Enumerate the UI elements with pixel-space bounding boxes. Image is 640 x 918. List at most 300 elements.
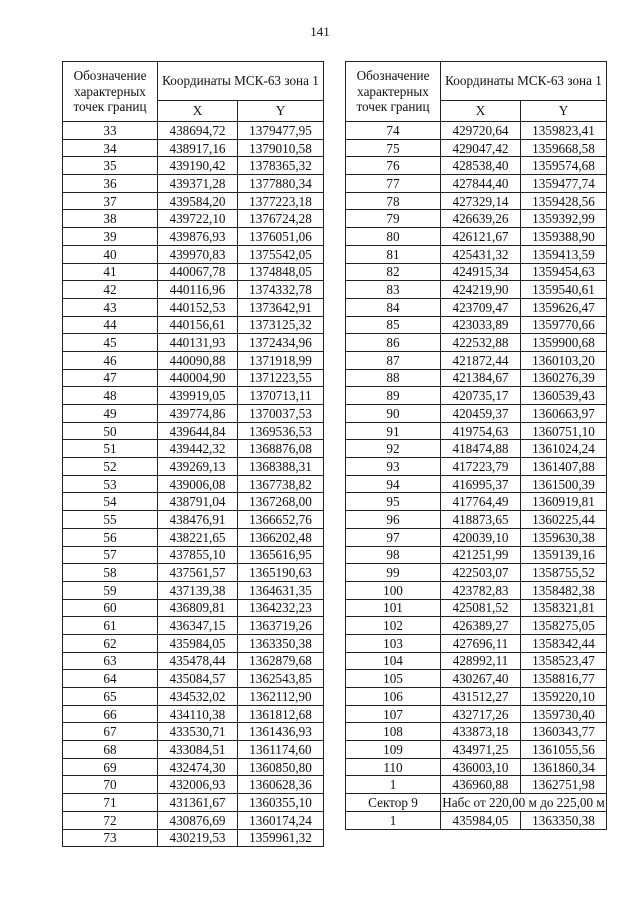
y-coordinate-cell: 1379010,58 [238, 139, 324, 157]
x-coordinate-cell: 430267,40 [441, 670, 521, 688]
table-row [346, 334, 607, 352]
y-coordinate-cell: 1371918,99 [238, 351, 324, 369]
point-number-cell: 33 [63, 122, 158, 140]
x-coordinate-cell: 425431,32 [441, 245, 521, 263]
y-coordinate-cell: 1376724,28 [238, 210, 324, 228]
table-row [63, 811, 324, 829]
point-number-cell: 75 [346, 139, 441, 157]
point-number-cell: 42 [63, 281, 158, 299]
x-coordinate-cell: 436809,81 [158, 599, 238, 617]
x-coordinate-cell: 436347,15 [158, 617, 238, 635]
x-coordinate-cell: 439584,20 [158, 192, 238, 210]
x-coordinate-cell: 427329,14 [441, 192, 521, 210]
x-coordinate-cell: 424219,90 [441, 281, 521, 299]
table-row [63, 493, 324, 511]
table-row [63, 422, 324, 440]
x-coordinate-cell: 424915,34 [441, 263, 521, 281]
point-number-cell: 84 [346, 298, 441, 316]
table-row [63, 122, 324, 140]
table-row [346, 705, 607, 723]
table-row [346, 528, 607, 546]
point-number-cell: 86 [346, 334, 441, 352]
x-coordinate-cell: 421384,67 [441, 369, 521, 387]
x-coordinate-cell: 439442,32 [158, 440, 238, 458]
y-coordinate-cell: 1371223,55 [238, 369, 324, 387]
point-number-cell: 65 [63, 688, 158, 706]
x-coordinate-cell: 430219,53 [158, 829, 238, 847]
point-number-cell: 94 [346, 475, 441, 493]
y-coordinate-cell: 1361436,93 [238, 723, 324, 741]
point-number-cell: 87 [346, 351, 441, 369]
x-coordinate-cell: 420735,17 [441, 387, 521, 405]
x-coordinate-cell: 426639,26 [441, 210, 521, 228]
point-number-cell: 39 [63, 228, 158, 246]
point-number-cell: 66 [63, 705, 158, 723]
x-coordinate-cell: 419754,63 [441, 422, 521, 440]
x-coordinate-cell: 439644,84 [158, 422, 238, 440]
table-row [346, 811, 607, 829]
point-number-cell: 108 [346, 723, 441, 741]
y-coordinate-cell: 1377880,34 [238, 175, 324, 193]
x-coordinate-cell: 434532,02 [158, 688, 238, 706]
y-coordinate-cell: 1359220,10 [521, 688, 607, 706]
x-coordinate-cell: 428538,40 [441, 157, 521, 175]
point-number-cell: 50 [63, 422, 158, 440]
coordinates-table-left [62, 61, 324, 847]
point-number-cell: 107 [346, 705, 441, 723]
x-coordinate-cell: 423782,83 [441, 581, 521, 599]
table-row [63, 670, 324, 688]
x-coordinate-cell: 440116,96 [158, 281, 238, 299]
y-coordinate-cell: 1368876,08 [238, 440, 324, 458]
point-number-cell: 69 [63, 758, 158, 776]
x-coordinate-cell: 440131,93 [158, 334, 238, 352]
y-coordinate-cell: 1362112,90 [238, 688, 324, 706]
x-coordinate-cell: 438221,65 [158, 528, 238, 546]
x-coordinate-cell: 439970,83 [158, 245, 238, 263]
table-row [63, 210, 324, 228]
table-row [63, 334, 324, 352]
table-row [346, 776, 607, 794]
y-coordinate-cell: 1363719,26 [238, 617, 324, 635]
x-coordinate-cell: 433084,51 [158, 741, 238, 759]
y-coordinate-cell: 1376051,06 [238, 228, 324, 246]
point-number-cell: 85 [346, 316, 441, 334]
x-coordinate-cell: 439774,86 [158, 405, 238, 423]
x-coordinate-cell: 440156,61 [158, 316, 238, 334]
y-coordinate-cell: 1366652,76 [238, 511, 324, 529]
point-number-cell: 91 [346, 422, 441, 440]
x-coordinate-cell: 425081,52 [441, 599, 521, 617]
y-coordinate-cell: 1373125,32 [238, 316, 324, 334]
table-row [346, 210, 607, 228]
table-row [346, 564, 607, 582]
y-coordinate-cell: 1359961,32 [238, 829, 324, 847]
y-coordinate-cell: 1359413,59 [521, 245, 607, 263]
table-row [63, 776, 324, 794]
x-coordinate-cell: 436003,10 [441, 758, 521, 776]
x-coordinate-cell: 433530,71 [158, 723, 238, 741]
point-number-cell: 63 [63, 652, 158, 670]
y-coordinate-cell: 1363350,38 [521, 811, 607, 829]
x-coordinate-cell: 417223,79 [441, 458, 521, 476]
table-row [346, 723, 607, 741]
x-coordinate-cell: 439876,93 [158, 228, 238, 246]
x-coordinate-cell: 438476,91 [158, 511, 238, 529]
x-coordinate-cell: 437561,57 [158, 564, 238, 582]
x-coordinate-cell: 423709,47 [441, 298, 521, 316]
table-row [63, 688, 324, 706]
table-row [63, 741, 324, 759]
x-coordinate-cell: 426389,27 [441, 617, 521, 635]
x-coordinate-cell: 439190,42 [158, 157, 238, 175]
y-coordinate-cell: 1362543,85 [238, 670, 324, 688]
y-coordinate-cell: 1358275,05 [521, 617, 607, 635]
y-coordinate-cell: 1358482,38 [521, 581, 607, 599]
point-number-cell: 73 [63, 829, 158, 847]
point-number-cell: 55 [63, 511, 158, 529]
point-number-cell: 96 [346, 511, 441, 529]
table-row [346, 617, 607, 635]
y-coordinate-cell: 1375542,05 [238, 245, 324, 263]
x-coordinate-cell: 433873,18 [441, 723, 521, 741]
y-coordinate-cell: 1361174,60 [238, 741, 324, 759]
y-coordinate-cell: 1361055,56 [521, 741, 607, 759]
y-coordinate-cell: 1359139,16 [521, 546, 607, 564]
table-row [63, 228, 324, 246]
x-coordinate-cell: 439371,28 [158, 175, 238, 193]
y-coordinate-cell: 1360355,10 [238, 794, 324, 812]
y-coordinate-cell: 1365616,95 [238, 546, 324, 564]
table-row [63, 458, 324, 476]
point-number-cell: 76 [346, 157, 441, 175]
table-row [346, 422, 607, 440]
table-row [346, 316, 607, 334]
sector-label: Сектор 9 [346, 794, 441, 812]
y-header: Y [238, 101, 324, 122]
y-coordinate-cell: 1360343,77 [521, 723, 607, 741]
y-coordinate-cell: 1360919,81 [521, 493, 607, 511]
point-number-cell: 68 [63, 741, 158, 759]
point-number-cell: 41 [63, 263, 158, 281]
table-row [346, 387, 607, 405]
table-row [346, 652, 607, 670]
x-coordinate-cell: 420459,37 [441, 405, 521, 423]
x-coordinate-cell: 440152,53 [158, 298, 238, 316]
x-coordinate-cell: 438791,04 [158, 493, 238, 511]
table-row [63, 794, 324, 812]
point-number-cell: 110 [346, 758, 441, 776]
point-number-cell: 35 [63, 157, 158, 175]
y-coordinate-cell: 1363350,38 [238, 634, 324, 652]
point-number-cell: 37 [63, 192, 158, 210]
y-coordinate-cell: 1364631,35 [238, 581, 324, 599]
y-coordinate-cell: 1359428,56 [521, 192, 607, 210]
table-row [63, 634, 324, 652]
x-coordinate-cell: 439269,13 [158, 458, 238, 476]
y-coordinate-cell: 1360751,10 [521, 422, 607, 440]
point-number-cell: 43 [63, 298, 158, 316]
x-coordinate-cell: 440090,88 [158, 351, 238, 369]
y-coordinate-cell: 1360276,39 [521, 369, 607, 387]
point-number-cell: 77 [346, 175, 441, 193]
x-coordinate-cell: 422532,88 [441, 334, 521, 352]
table-row [346, 405, 607, 423]
table-row [346, 546, 607, 564]
table-row [346, 263, 607, 281]
table-row [63, 263, 324, 281]
table-row [63, 298, 324, 316]
x-coordinate-cell: 429047,42 [441, 139, 521, 157]
table-row [63, 157, 324, 175]
y-coordinate-cell: 1366202,48 [238, 528, 324, 546]
table-row [63, 581, 324, 599]
x-header: X [441, 101, 521, 122]
y-coordinate-cell: 1359392,99 [521, 210, 607, 228]
y-coordinate-cell: 1359477,74 [521, 175, 607, 193]
table-row [346, 440, 607, 458]
y-coordinate-cell: 1360225,44 [521, 511, 607, 529]
table-row [63, 440, 324, 458]
point-number-cell: 59 [63, 581, 158, 599]
y-coordinate-cell: 1358816,77 [521, 670, 607, 688]
table-row [63, 281, 324, 299]
table-row [346, 493, 607, 511]
x-coordinate-cell: 416995,37 [441, 475, 521, 493]
point-number-cell: 44 [63, 316, 158, 334]
table-row [346, 281, 607, 299]
y-coordinate-cell: 1365190,63 [238, 564, 324, 582]
x-coordinate-cell: 422503,07 [441, 564, 521, 582]
table-row [346, 670, 607, 688]
point-number-cell: 95 [346, 493, 441, 511]
y-coordinate-cell: 1360663,97 [521, 405, 607, 423]
y-coordinate-cell: 1361860,34 [521, 758, 607, 776]
table-row [63, 405, 324, 423]
point-number-cell: 48 [63, 387, 158, 405]
x-coordinate-cell: 423033,89 [441, 316, 521, 334]
y-coordinate-cell: 1361812,68 [238, 705, 324, 723]
table-row [346, 298, 607, 316]
table-row [63, 528, 324, 546]
point-number-cell: 104 [346, 652, 441, 670]
table-row [346, 245, 607, 263]
point-number-cell: 109 [346, 741, 441, 759]
point-number-cell: 103 [346, 634, 441, 652]
point-number-cell: 93 [346, 458, 441, 476]
y-coordinate-cell: 1358342,44 [521, 634, 607, 652]
point-number-cell: 92 [346, 440, 441, 458]
point-number-cell: 78 [346, 192, 441, 210]
table-row [346, 139, 607, 157]
x-coordinate-cell: 440004,90 [158, 369, 238, 387]
table-row [63, 546, 324, 564]
point-number-cell: 61 [63, 617, 158, 635]
y-coordinate-cell: 1368388,31 [238, 458, 324, 476]
table-row [346, 688, 607, 706]
x-coordinate-cell: 436960,88 [441, 776, 521, 794]
y-coordinate-cell: 1359668,58 [521, 139, 607, 157]
x-coordinate-cell: 430876,69 [158, 811, 238, 829]
table-row [346, 458, 607, 476]
table-row [63, 599, 324, 617]
table-row [63, 351, 324, 369]
table-row [346, 192, 607, 210]
y-coordinate-cell: 1358755,52 [521, 564, 607, 582]
y-coordinate-cell: 1360628,36 [238, 776, 324, 794]
x-coordinate-cell: 418474,88 [441, 440, 521, 458]
point-number-cell: 36 [63, 175, 158, 193]
y-coordinate-cell: 1360539,43 [521, 387, 607, 405]
point-number-cell: 57 [63, 546, 158, 564]
point-number-cell: 60 [63, 599, 158, 617]
y-coordinate-cell: 1359626,47 [521, 298, 607, 316]
y-coordinate-cell: 1370037,53 [238, 405, 324, 423]
y-coordinate-cell: 1360850,80 [238, 758, 324, 776]
x-coordinate-cell: 439722,10 [158, 210, 238, 228]
table-row [63, 175, 324, 193]
point-number-cell: 102 [346, 617, 441, 635]
point-number-cell: 105 [346, 670, 441, 688]
y-coordinate-cell: 1370713,11 [238, 387, 324, 405]
table-row [63, 475, 324, 493]
point-number-cell: 1 [346, 776, 441, 794]
x-coordinate-cell: 435478,44 [158, 652, 238, 670]
point-number-cell: 45 [63, 334, 158, 352]
y-coordinate-cell: 1373642,91 [238, 298, 324, 316]
y-coordinate-cell: 1369536,53 [238, 422, 324, 440]
y-coordinate-cell: 1358523,47 [521, 652, 607, 670]
point-number-cell: 72 [63, 811, 158, 829]
point-number-cell: 70 [63, 776, 158, 794]
x-coordinate-cell: 439919,05 [158, 387, 238, 405]
table-row [63, 564, 324, 582]
points-header: Обозначение характерных точек границ [63, 62, 158, 122]
point-number-cell: 90 [346, 405, 441, 423]
y-coordinate-cell: 1374332,78 [238, 281, 324, 299]
table-row [346, 741, 607, 759]
table-row [63, 387, 324, 405]
point-number-cell: 46 [63, 351, 158, 369]
y-coordinate-cell: 1359823,41 [521, 122, 607, 140]
points-header: Обозначение характерных точек границ [346, 62, 441, 122]
y-coordinate-cell: 1361024,24 [521, 440, 607, 458]
x-coordinate-cell: 432717,26 [441, 705, 521, 723]
point-number-cell: 81 [346, 245, 441, 263]
y-coordinate-cell: 1367738,82 [238, 475, 324, 493]
x-coordinate-cell: 435984,05 [441, 811, 521, 829]
y-coordinate-cell: 1360174,24 [238, 811, 324, 829]
y-coordinate-cell: 1367268,00 [238, 493, 324, 511]
point-number-cell: 97 [346, 528, 441, 546]
y-coordinate-cell: 1359540,61 [521, 281, 607, 299]
x-coordinate-cell: 427696,11 [441, 634, 521, 652]
x-coordinate-cell: 431512,27 [441, 688, 521, 706]
x-coordinate-cell: 438917,16 [158, 139, 238, 157]
point-number-cell: 98 [346, 546, 441, 564]
point-number-cell: 79 [346, 210, 441, 228]
table-row [346, 228, 607, 246]
table-row [63, 723, 324, 741]
point-number-cell: 1 [346, 811, 441, 829]
table-row [63, 705, 324, 723]
table-row [63, 758, 324, 776]
point-number-cell: 71 [63, 794, 158, 812]
x-coordinate-cell: 437139,38 [158, 581, 238, 599]
y-coordinate-cell: 1372434,96 [238, 334, 324, 352]
y-coordinate-cell: 1360103,20 [521, 351, 607, 369]
y-coordinate-cell: 1362879,68 [238, 652, 324, 670]
table-row [63, 369, 324, 387]
y-coordinate-cell: 1361500,39 [521, 475, 607, 493]
point-number-cell: 52 [63, 458, 158, 476]
table-row [346, 351, 607, 369]
table-row [63, 192, 324, 210]
table-row [346, 599, 607, 617]
y-coordinate-cell: 1364232,23 [238, 599, 324, 617]
x-coordinate-cell: 440067,78 [158, 263, 238, 281]
coords-header: Координаты МСК-63 зона 1 [158, 62, 324, 101]
point-number-cell: 74 [346, 122, 441, 140]
coordinates-table-right [345, 61, 607, 830]
table-row [63, 617, 324, 635]
y-coordinate-cell: 1359730,40 [521, 705, 607, 723]
table-row [63, 511, 324, 529]
table-row [346, 175, 607, 193]
point-number-cell: 54 [63, 493, 158, 511]
point-number-cell: 40 [63, 245, 158, 263]
table-row [63, 829, 324, 847]
x-coordinate-cell: 434971,25 [441, 741, 521, 759]
x-coordinate-cell: 427844,40 [441, 175, 521, 193]
point-number-cell: 101 [346, 599, 441, 617]
y-coordinate-cell: 1361407,88 [521, 458, 607, 476]
point-number-cell: 34 [63, 139, 158, 157]
y-coordinate-cell: 1359388,90 [521, 228, 607, 246]
table-row [63, 245, 324, 263]
point-number-cell: 47 [63, 369, 158, 387]
point-number-cell: 82 [346, 263, 441, 281]
sector-row [346, 794, 607, 812]
x-coordinate-cell: 439006,08 [158, 475, 238, 493]
y-coordinate-cell: 1359770,66 [521, 316, 607, 334]
x-coordinate-cell: 420039,10 [441, 528, 521, 546]
y-coordinate-cell: 1359574,68 [521, 157, 607, 175]
sector-note: Набс от 220,00 м до 225,00 м [442, 794, 605, 810]
y-coordinate-cell: 1377223,18 [238, 192, 324, 210]
y-coordinate-cell: 1359900,68 [521, 334, 607, 352]
y-coordinate-cell: 1374848,05 [238, 263, 324, 281]
point-number-cell: 106 [346, 688, 441, 706]
y-header: Y [521, 101, 607, 122]
table-row [346, 511, 607, 529]
point-number-cell: 89 [346, 387, 441, 405]
point-number-cell: 88 [346, 369, 441, 387]
point-number-cell: 38 [63, 210, 158, 228]
x-coordinate-cell: 437855,10 [158, 546, 238, 564]
y-coordinate-cell: 1379477,95 [238, 122, 324, 140]
point-number-cell: 100 [346, 581, 441, 599]
x-coordinate-cell: 417764,49 [441, 493, 521, 511]
point-number-cell: 62 [63, 634, 158, 652]
point-number-cell: 49 [63, 405, 158, 423]
table-row [346, 634, 607, 652]
point-number-cell: 53 [63, 475, 158, 493]
point-number-cell: 51 [63, 440, 158, 458]
point-number-cell: 99 [346, 564, 441, 582]
table-row [346, 122, 607, 140]
point-number-cell: 67 [63, 723, 158, 741]
